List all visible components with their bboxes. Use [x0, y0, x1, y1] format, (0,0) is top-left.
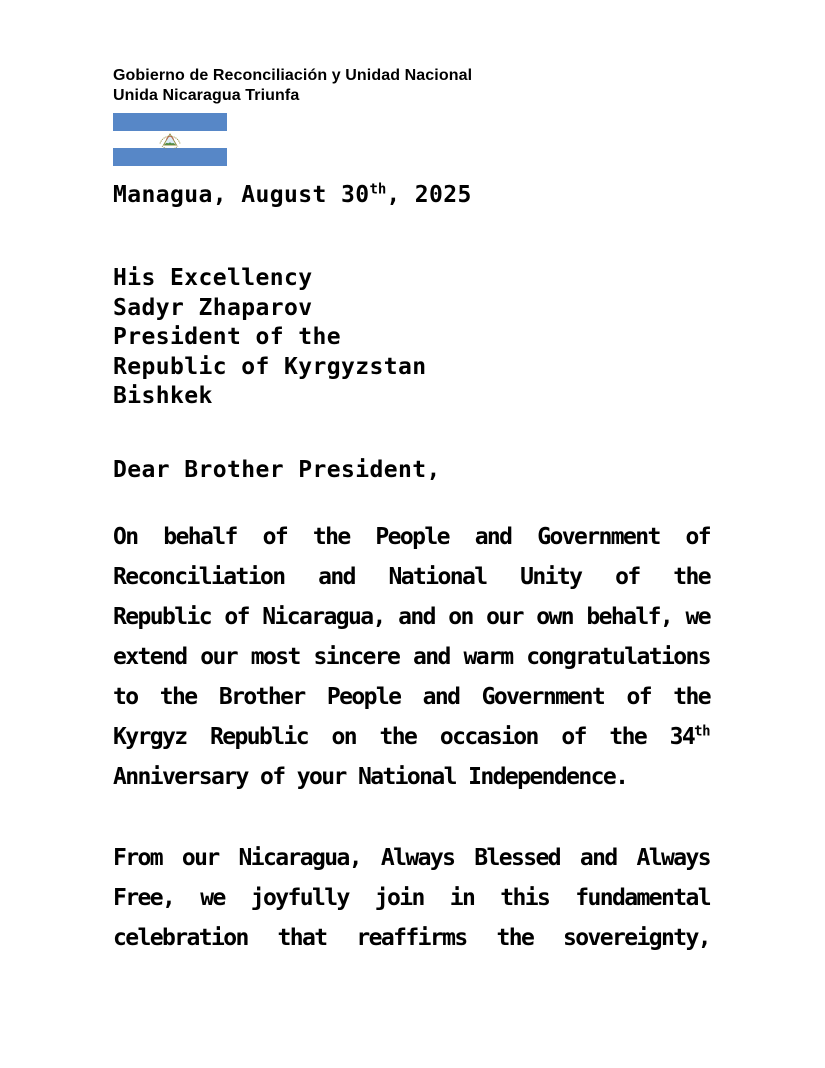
date-line	[113, 180, 710, 210]
paragraph-1-line: Anniversary of your National Independence.	[113, 763, 628, 790]
flag-white-stripe	[113, 131, 227, 148]
paragraph-2-line: Free, we joyfully join in this fundamental	[113, 884, 710, 911]
flag-emblem-icon	[154, 131, 186, 148]
paragraph-1-line: extend our most sincere and warm congratulations	[113, 643, 710, 670]
letterhead-line2: Unida Nicaragua Triunfa	[113, 87, 300, 104]
recipient-name: Sadyr Zhaparov	[113, 294, 313, 321]
paragraph-1-line: Republic of Nicaragua, and on our own behalf, we	[113, 603, 710, 630]
date-ordinal-suffix: th	[369, 181, 387, 198]
nicaragua-flag	[113, 113, 227, 166]
paragraph-1-line: On behalf of the People and Government of	[113, 523, 710, 550]
recipient-honorific: His Excellency	[113, 265, 313, 291]
date-year: , 2025	[386, 182, 472, 208]
letterhead-line1: Gobierno de Reconciliación y Unidad Nacional	[113, 67, 473, 84]
paragraph-1-line: to the Brother People and Government of the	[113, 683, 710, 710]
paragraph-2-line: celebration that reaffirms the sovereignty,	[113, 924, 710, 951]
paragraph-1-line: Reconciliation and National Unity of the	[113, 563, 710, 590]
paragraph-2-line: From our Nicaragua, Always Blessed and Always	[113, 844, 710, 871]
recipient-title-line1: President of the	[113, 324, 341, 350]
anniversary-ordinal-suffix: th	[694, 722, 710, 739]
letterhead	[113, 66, 710, 106]
anniversary-number: Kyrgyz Republic on the occasion of the 34	[113, 723, 695, 750]
date-text: Managua, August 30	[113, 182, 370, 208]
paragraph-2	[113, 838, 710, 958]
paragraph-1-line	[113, 717, 710, 757]
recipient-city: Bishkek	[113, 383, 213, 409]
recipient-address	[113, 264, 710, 412]
flag-blue-stripe-bottom	[113, 148, 227, 166]
salutation: Dear Brother President,	[113, 456, 441, 483]
paragraph-1	[113, 517, 710, 797]
recipient-title-line2: Republic of Kyrgyzstan	[113, 353, 427, 380]
flag-blue-stripe-top	[113, 113, 227, 131]
